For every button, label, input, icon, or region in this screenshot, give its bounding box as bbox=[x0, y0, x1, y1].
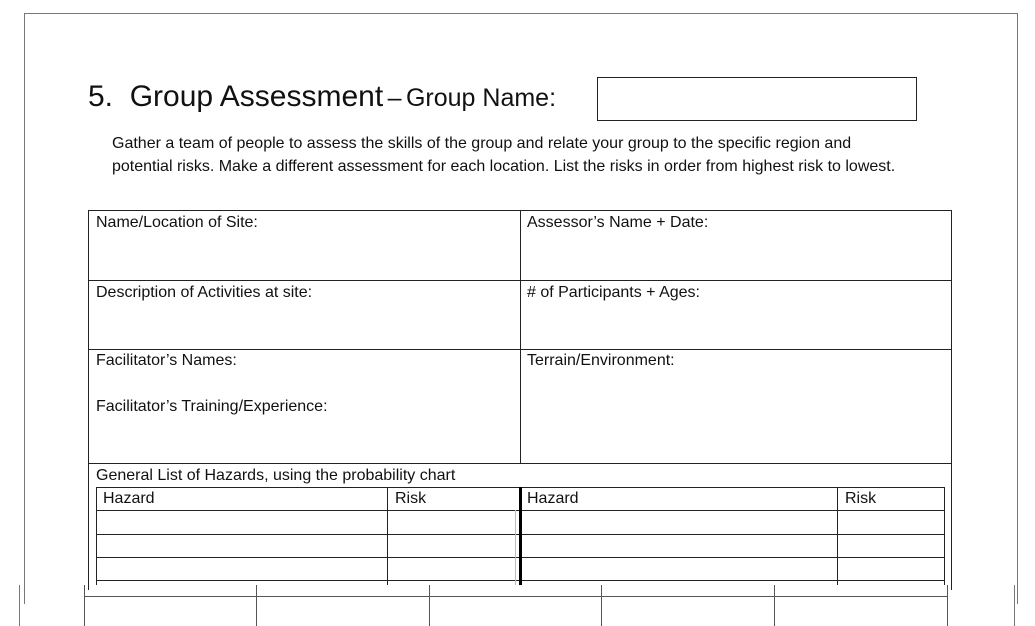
hazard-col-line bbox=[944, 487, 945, 585]
participants-label: # of Participants + Ages: bbox=[527, 284, 700, 301]
section-heading bbox=[88, 80, 556, 114]
risk-cell[interactable] bbox=[838, 558, 944, 580]
hazard-cell[interactable] bbox=[97, 535, 387, 557]
strip-col-line bbox=[601, 585, 602, 626]
strip-col-line bbox=[84, 585, 85, 626]
risk-cell[interactable] bbox=[388, 511, 515, 534]
hazard-header-right: Hazard bbox=[527, 490, 579, 507]
risk-cell[interactable] bbox=[388, 535, 515, 557]
row-divider-3 bbox=[88, 463, 952, 464]
hazard-col-line bbox=[515, 510, 516, 585]
risk-header-left: Risk bbox=[395, 490, 427, 507]
hazard-cell[interactable] bbox=[522, 558, 837, 580]
section-number: 5. bbox=[88, 80, 114, 113]
hazard-cell[interactable] bbox=[522, 511, 837, 534]
terrain-label: Terrain/Environment: bbox=[527, 352, 675, 369]
description-label: Description of Activities at site: bbox=[96, 284, 313, 301]
risk-cell[interactable] bbox=[838, 535, 944, 557]
strip-col-line bbox=[947, 585, 948, 626]
strip-line bbox=[19, 585, 20, 626]
strip-col-line bbox=[774, 585, 775, 626]
strip-col-line bbox=[429, 585, 430, 626]
hazard-cell[interactable] bbox=[97, 558, 387, 580]
strip-table-top bbox=[84, 596, 948, 597]
facilitator-names-label: Facilitator’s Names: bbox=[96, 352, 237, 369]
risk-header-right: Risk bbox=[845, 490, 877, 507]
hazard-cell[interactable] bbox=[522, 535, 837, 557]
group-name-label: Group Name: bbox=[405, 84, 557, 112]
section-title: Group Assessment bbox=[129, 80, 384, 113]
strip-col-line bbox=[256, 585, 257, 626]
name-location-label: Name/Location of Site: bbox=[96, 214, 258, 231]
risk-cell[interactable] bbox=[388, 558, 515, 580]
facilitator-training-label: Facilitator’s Training/Experience: bbox=[96, 398, 328, 415]
strip-line bbox=[1014, 585, 1015, 626]
hazard-header-left: Hazard bbox=[103, 490, 155, 507]
form-border-right bbox=[951, 210, 952, 590]
risk-cell[interactable] bbox=[838, 511, 944, 534]
instructions-paragraph: Gather a team of people to assess the skills of the group and relate your group to the specific region and potential risks. Make a different assessment for each location. List the risks in order from highest risk to lowest. bbox=[112, 135, 896, 175]
group-name-field[interactable] bbox=[597, 77, 917, 121]
next-page-strip bbox=[0, 585, 1035, 626]
assessor-label: Assessor’s Name + Date: bbox=[527, 214, 709, 231]
hazard-cell[interactable] bbox=[97, 511, 387, 534]
hazards-list-title: General List of Hazards, using the probability chart bbox=[96, 467, 456, 484]
title-dash: – bbox=[387, 84, 402, 112]
